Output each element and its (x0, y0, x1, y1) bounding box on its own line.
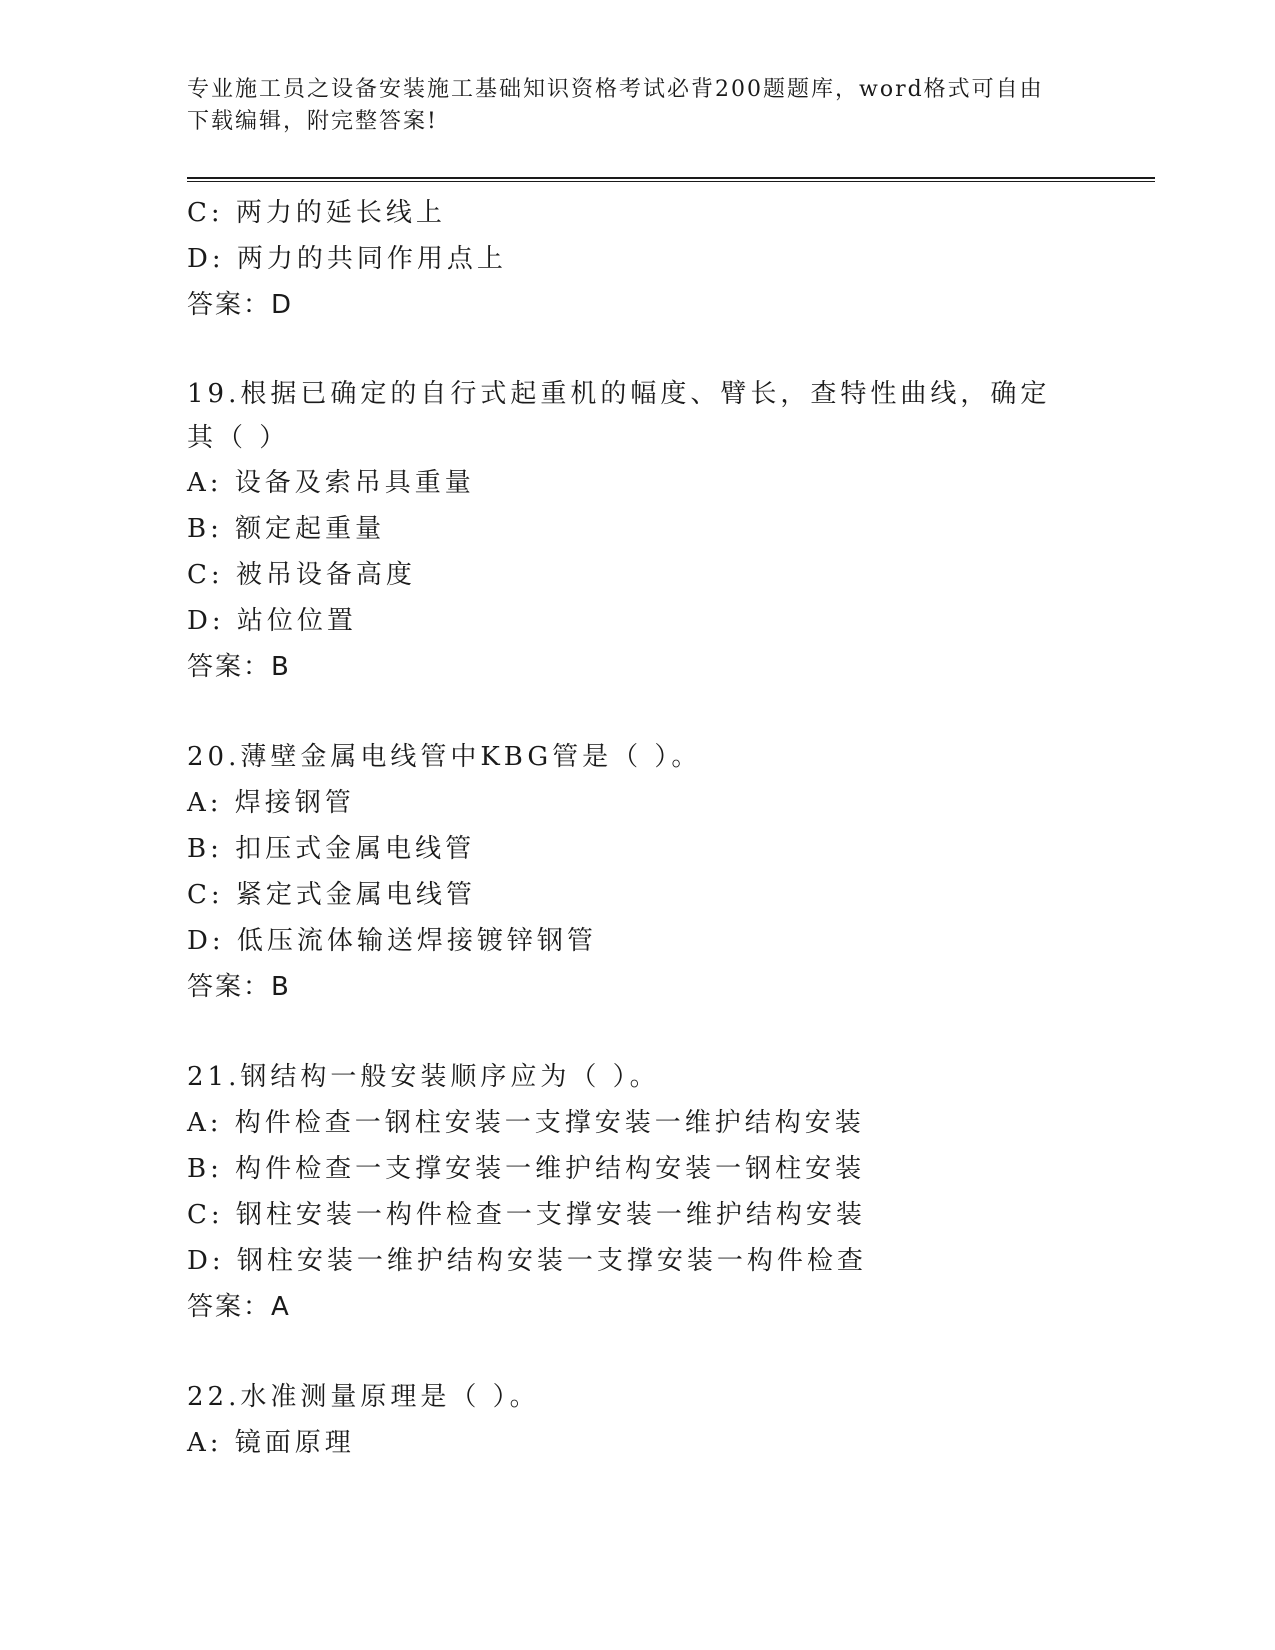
question-20 (187, 734, 1087, 1010)
answer: 答案：B (187, 652, 291, 682)
answer: 答案：D (187, 290, 294, 320)
question-21 (187, 1054, 1087, 1330)
option-d: D: 站位位置 (187, 606, 357, 636)
answer: 答案：A (187, 1292, 291, 1322)
option-c: C: 两力的延长线上 (187, 198, 446, 228)
question-stem: 20.薄壁金属电线管中KBG管是（ ）。 (187, 742, 702, 772)
page-header: 专业施工员之设备安装施工基础知识资格考试必背200题题库，word格式可自由下载编辑，附完整答案! (187, 77, 1044, 134)
option-a: A: 焊接钢管 (187, 788, 355, 818)
option-d: D: 两力的共同作用点上 (187, 244, 507, 274)
option-a: A: 镜面原理 (187, 1428, 355, 1458)
question-fragment (187, 190, 1087, 328)
option-b: B: 构件检查一支撑安装一维护结构安装一钢柱安装 (187, 1154, 866, 1184)
option-c: C: 被吊设备高度 (187, 560, 416, 590)
option-d: D: 钢柱安装一维护结构安装一支撑安装一构件检查 (187, 1246, 867, 1276)
question-22 (187, 1374, 1087, 1466)
option-b: B: 额定起重量 (187, 514, 386, 544)
question-19 (187, 372, 1087, 690)
option-a: A: 设备及索吊具重量 (187, 468, 475, 498)
question-stem: 21.钢结构一般安装顺序应为（ ）。 (187, 1062, 660, 1092)
option-d: D: 低压流体输送焊接镀锌钢管 (187, 926, 597, 956)
header-rule (187, 177, 1155, 182)
option-c: C: 紧定式金属电线管 (187, 880, 476, 910)
option-b: B: 扣压式金属电线管 (187, 834, 476, 864)
question-stem: 19.根据已确定的自行式起重机的幅度、臂长，查特性曲线，确定其（ ） (187, 379, 1051, 453)
document-body (187, 190, 1087, 1466)
question-stem: 22.水准测量原理是（ ）。 (187, 1382, 540, 1412)
option-c: C: 钢柱安装一构件检查一支撑安装一维护结构安装 (187, 1200, 866, 1230)
option-a: A: 构件检查一钢柱安装一支撑安装一维护结构安装 (187, 1108, 865, 1138)
answer: 答案：B (187, 972, 291, 1002)
